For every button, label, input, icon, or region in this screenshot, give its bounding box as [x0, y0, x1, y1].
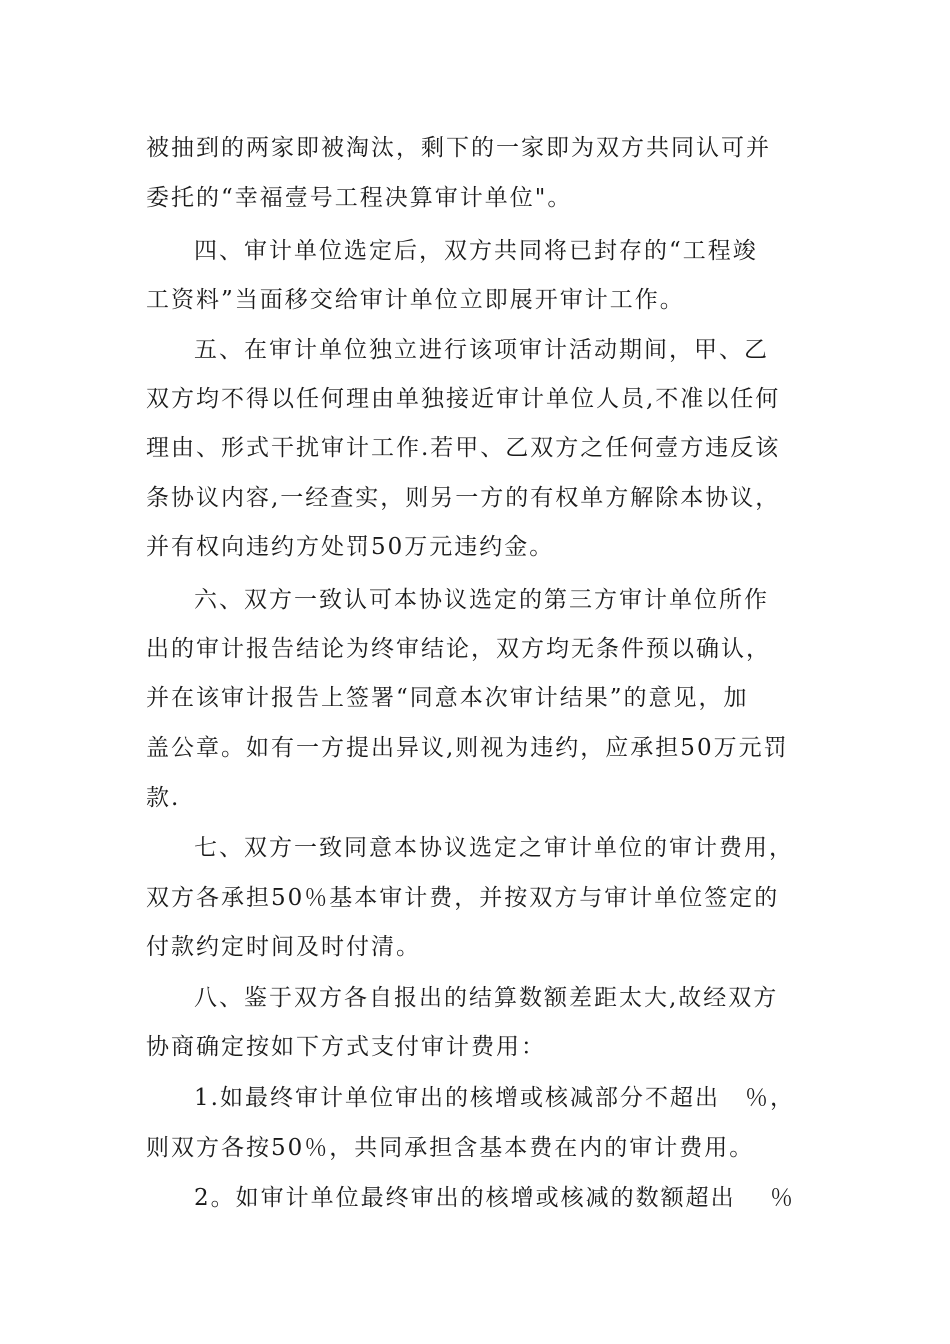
text-line: 双方均不得以任何理由单独接近审计单位人员,不准以任何 [146, 386, 781, 412]
item-two-start: 2。如审计单位最终审出的核增或核减的数额超出 ％ [194, 1185, 795, 1211]
text-line: 盖公章。如有一方提出异议,则视为违约，应承担50万元罚 [146, 735, 789, 761]
text-line: 理由、形式干扰审计工作.若甲、乙双方之任何壹方违反该 [146, 435, 781, 461]
text-line: 并有权向违约方处罚50万元违约金。 [146, 534, 555, 560]
text-line: 款. [146, 785, 181, 811]
text-line: 付款约定时间及时付清。 [146, 934, 421, 960]
paragraph-five-start: 五、在审计单位独立进行该项审计活动期间，甲、乙 [194, 337, 769, 363]
text-line: 则双方各按50％，共同承担含基本费在内的审计费用。 [146, 1135, 755, 1161]
text-line: 条协议内容,一经查实，则另一方的有权单方解除本协议， [146, 485, 781, 511]
paragraph-seven-start: 七、双方一致同意本协议选定之审计单位的审计费用， [194, 835, 794, 861]
item-one-start: 1.如最终审计单位审出的核增或核减部分不超出 ％， [194, 1085, 795, 1111]
text-line: 被抽到的两家即被淘汰，剩下的一家即为双方共同认可并 [146, 135, 771, 161]
text-line: 工资料”当面移交给审计单位立即展开审计工作。 [146, 287, 685, 313]
text-line: 协商确定按如下方式支付审计费用： [146, 1034, 546, 1060]
text-line: 出的审计报告结论为终审结论，双方均无条件预以确认， [146, 636, 771, 662]
paragraph-six-start: 六、双方一致认可本协议选定的第三方审计单位所作 [194, 587, 769, 613]
text-line: 并在该审计报告上签署“同意本次审计结果”的意见，加 [146, 685, 749, 711]
paragraph-eight-start: 八、鉴于双方各自报出的结算数额差距太大,故经双方 [194, 985, 779, 1011]
text-line: 双方各承担50％基本审计费，并按双方与审计单位签定的 [146, 885, 780, 911]
text-line: 委托的“幸福壹号工程决算审计单位"。 [146, 185, 573, 211]
paragraph-four-start: 四、审计单位选定后，双方共同将已封存的“工程竣 [194, 238, 758, 264]
